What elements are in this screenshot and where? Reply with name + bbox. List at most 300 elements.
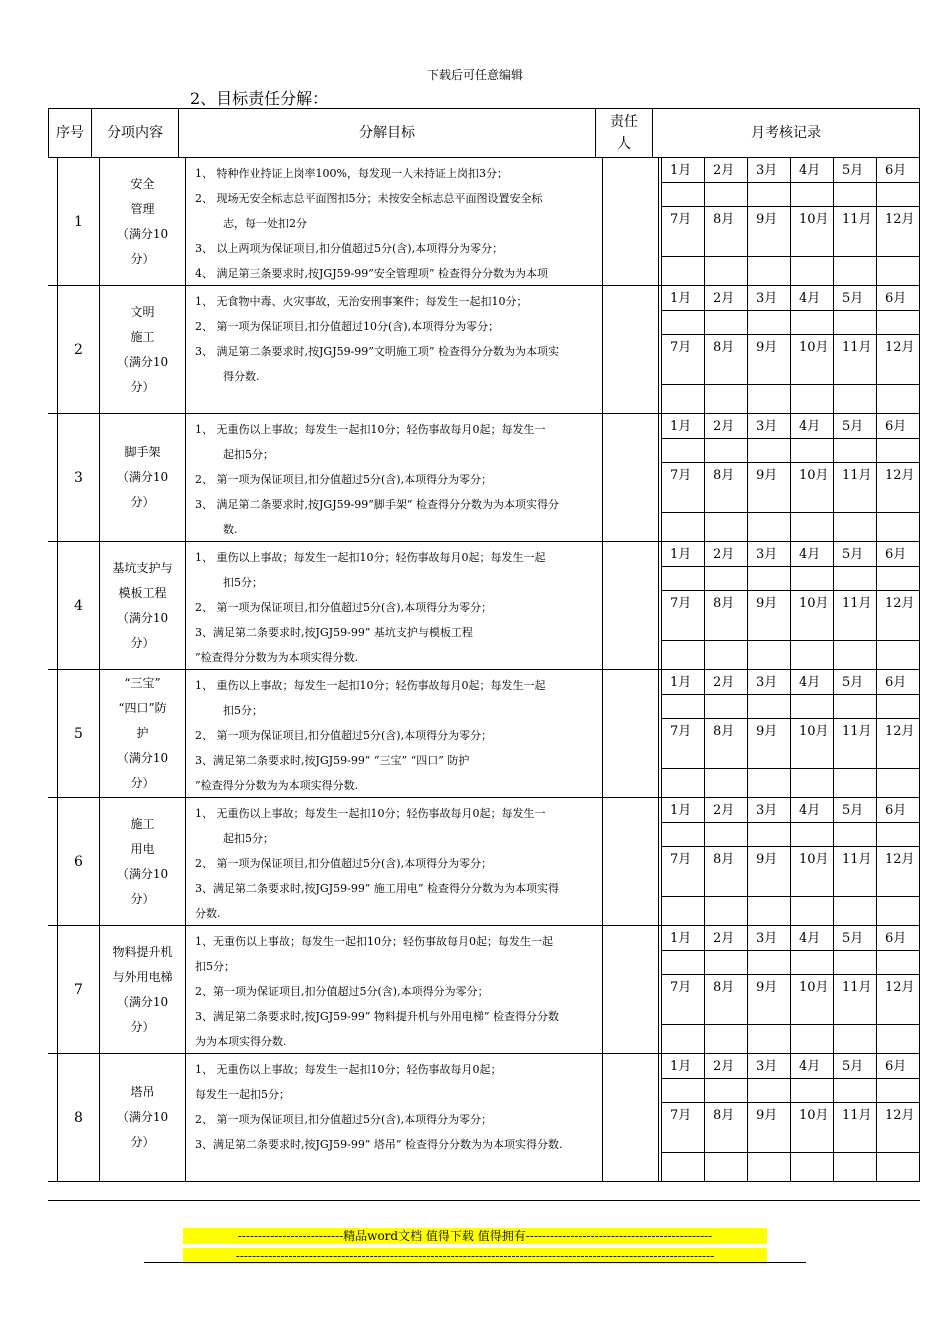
item-name-line: 物料提升机 <box>112 944 173 959</box>
goal-line: 3、满足第二条要求时,按JGJ59-99” 施工用电” 检查得分分数为为本项实得 <box>195 882 560 895</box>
month-label: 10月 <box>791 207 834 257</box>
month-score-cell[interactable] <box>834 567 877 591</box>
row-gap <box>48 798 57 925</box>
goal-line: 1、 重伤以上事故；每发生一起扣10分；轻伤事故每月0起；每发生一起 <box>195 679 546 692</box>
month-score-cell[interactable] <box>877 311 920 335</box>
goal-line: 1、 重伤以上事故；每发生一起扣10分；轻伤事故每月0起；每发生一起 <box>195 551 546 564</box>
month-score-cell[interactable] <box>705 641 748 669</box>
item-name <box>100 798 186 925</box>
col-goal: 分解目标 <box>179 109 596 157</box>
month-score-cell[interactable] <box>834 1153 877 1181</box>
row-number: 3 <box>57 414 100 541</box>
month-label: 5月 <box>834 286 877 311</box>
monthly-record <box>661 286 920 413</box>
month-grid <box>662 158 920 285</box>
item-name-line: 施工 <box>130 816 155 831</box>
month-label: 6月 <box>877 926 920 951</box>
month-label: 2月 <box>705 542 748 567</box>
item-name-line: （满分10 <box>116 1110 169 1124</box>
month-score-cell[interactable] <box>662 257 705 285</box>
month-score-cell[interactable] <box>748 1153 791 1181</box>
month-score-cell[interactable] <box>705 769 748 797</box>
month-score-cell[interactable] <box>877 769 920 797</box>
month-score-cell[interactable] <box>748 1025 791 1053</box>
month-score-cell[interactable] <box>791 183 834 207</box>
item-name-lines <box>117 671 168 796</box>
month-grid <box>662 542 920 669</box>
item-name-line: 分） <box>130 635 155 650</box>
month-label: 6月 <box>877 158 920 183</box>
month-score-cell[interactable] <box>705 385 748 413</box>
month-label: 4月 <box>791 286 834 311</box>
month-label: 9月 <box>748 1103 791 1153</box>
month-score-cell[interactable] <box>791 1079 834 1103</box>
monthly-record <box>661 414 920 541</box>
item-name-line: （满分10 <box>116 354 169 369</box>
month-label: 7月 <box>662 975 705 1025</box>
month-score-cell[interactable] <box>877 567 920 591</box>
month-score-cell[interactable] <box>662 1025 705 1053</box>
month-score-cell[interactable] <box>705 823 748 847</box>
month-score-cell[interactable] <box>834 439 877 463</box>
item-name <box>100 414 186 541</box>
row-number: 6 <box>57 798 100 925</box>
row-number: 8 <box>57 1054 100 1181</box>
month-label: 1月 <box>662 926 705 951</box>
month-label: 12月 <box>877 207 920 257</box>
item-name-line: 护 <box>136 726 149 740</box>
item-name-lines <box>117 440 168 515</box>
month-label: 8月 <box>705 1103 748 1153</box>
month-score-cell[interactable] <box>748 1079 791 1103</box>
month-label: 8月 <box>705 207 748 257</box>
month-score-cell[interactable] <box>877 1025 920 1053</box>
month-score-cell[interactable] <box>748 567 791 591</box>
month-score-cell[interactable] <box>748 311 791 335</box>
month-label: 12月 <box>877 463 920 513</box>
month-score-cell[interactable] <box>705 257 748 285</box>
responsible-person-cell[interactable] <box>603 926 659 1053</box>
month-score-cell[interactable] <box>834 695 877 719</box>
month-score-cell[interactable] <box>705 311 748 335</box>
responsible-person-cell[interactable] <box>603 798 659 925</box>
month-score-cell[interactable] <box>877 695 920 719</box>
month-score-cell[interactable] <box>748 897 791 925</box>
month-label: 6月 <box>877 542 920 567</box>
month-label: 5月 <box>834 926 877 951</box>
item-name-line: 施工 <box>130 329 155 344</box>
month-label: 9月 <box>748 591 791 641</box>
month-score-cell[interactable] <box>791 567 834 591</box>
goal-line: 3、满足第二条要求时,按JGJ59-99” “三宝” “四口” 防护 <box>195 754 470 767</box>
goal-line: 2、 现场无安全标志总平面图扣5分；未按安全标志总平面图设置安全标 <box>195 192 543 205</box>
month-score-cell[interactable] <box>791 439 834 463</box>
goal-text <box>186 1054 603 1181</box>
month-label: 8月 <box>705 463 748 513</box>
month-score-cell[interactable] <box>791 311 834 335</box>
month-score-cell[interactable] <box>834 385 877 413</box>
item-name-line: 管理 <box>130 201 155 216</box>
month-score-cell[interactable] <box>877 183 920 207</box>
item-name-line: 分） <box>130 776 155 790</box>
goal-line: 1、 无重伤以上事故；每发生一起扣10分；轻伤事故每月0起； <box>195 1063 502 1076</box>
row-gap <box>48 158 57 285</box>
month-score-cell[interactable] <box>662 951 705 975</box>
month-label: 3月 <box>748 542 791 567</box>
month-label: 8月 <box>705 719 748 769</box>
month-label: 2月 <box>705 286 748 311</box>
month-label: 10月 <box>791 335 834 385</box>
item-name-line: 基坑支护与 <box>112 560 173 575</box>
month-grid <box>662 1054 920 1181</box>
month-score-cell[interactable] <box>662 1079 705 1103</box>
month-score-cell[interactable] <box>748 951 791 975</box>
month-label: 8月 <box>705 975 748 1025</box>
item-name-line: 分） <box>130 1019 155 1034</box>
month-score-cell[interactable] <box>662 439 705 463</box>
goal-line: 2、 第一项为保证项目,扣分值超过5分(含),本项得分为零分； <box>195 601 493 614</box>
goal-line: 起扣5分； <box>223 448 274 461</box>
month-label: 1月 <box>662 1054 705 1079</box>
month-score-cell[interactable] <box>834 897 877 925</box>
goal-line: 扣5分； <box>195 960 235 973</box>
month-score-cell[interactable] <box>877 385 920 413</box>
month-score-cell[interactable] <box>791 1025 834 1053</box>
month-score-cell[interactable] <box>877 439 920 463</box>
month-label: 11月 <box>834 207 877 257</box>
month-grid <box>662 286 920 413</box>
row-gap <box>48 414 57 541</box>
month-score-cell[interactable] <box>662 385 705 413</box>
month-score-cell[interactable] <box>705 1153 748 1181</box>
item-name <box>100 670 186 797</box>
month-label: 8月 <box>705 335 748 385</box>
monthly-record <box>661 1054 920 1181</box>
section-title: 2、目标责任分解： <box>190 89 329 108</box>
month-score-cell[interactable] <box>877 1079 920 1103</box>
month-label: 11月 <box>834 591 877 641</box>
month-score-cell[interactable] <box>748 641 791 669</box>
goal-line: 2、第一项为保证项目,扣分值超过5分(含),本项得分为零分； <box>195 985 489 998</box>
goal-line: 1、 无重伤以上事故；每发生一起扣10分；轻伤事故每月0起；每发生一 <box>195 423 546 436</box>
row-gap <box>48 542 57 669</box>
month-score-cell[interactable] <box>705 897 748 925</box>
month-score-cell[interactable] <box>834 257 877 285</box>
month-score-cell[interactable] <box>705 695 748 719</box>
month-label: 10月 <box>791 847 834 897</box>
item-name-lines <box>117 1080 168 1155</box>
goal-line: 扣5分； <box>223 576 263 589</box>
goal-text <box>186 158 603 285</box>
item-name-line: （满分10 <box>116 994 169 1009</box>
month-score-cell[interactable] <box>791 1153 834 1181</box>
month-score-cell[interactable] <box>791 513 834 541</box>
month-grid <box>662 414 920 541</box>
goal-line: 2、 第一项为保证项目,扣分值超过5分(含),本项得分为零分； <box>195 729 493 742</box>
month-score-cell[interactable] <box>748 385 791 413</box>
row-gap <box>48 670 57 797</box>
responsible-person-cell[interactable] <box>603 1054 659 1181</box>
month-label: 3月 <box>748 798 791 823</box>
item-name <box>100 926 186 1053</box>
month-label: 7月 <box>662 1103 705 1153</box>
month-score-cell[interactable] <box>705 1025 748 1053</box>
month-score-cell[interactable] <box>705 1079 748 1103</box>
footer-line-1: --------------------------精品word文档 值得下载 值得拥有---------------------------------------------- <box>183 1228 767 1244</box>
goal-line: 2、 第一项为保证项目,扣分值超过5分(含),本项得分为零分； <box>195 857 493 870</box>
month-score-cell[interactable] <box>791 897 834 925</box>
month-label: 10月 <box>791 975 834 1025</box>
item-name-line: 分） <box>130 891 155 906</box>
month-label: 12月 <box>877 591 920 641</box>
month-label: 7月 <box>662 719 705 769</box>
item-name-lines <box>117 812 168 912</box>
row-gap <box>48 286 57 413</box>
month-label: 9月 <box>748 335 791 385</box>
item-name-line: 与外用电梯 <box>112 969 173 984</box>
month-score-cell[interactable] <box>834 823 877 847</box>
month-label: 3月 <box>748 286 791 311</box>
col-record: 月考核记录 <box>751 125 821 141</box>
month-label: 3月 <box>748 1054 791 1079</box>
month-label: 3月 <box>748 926 791 951</box>
month-label: 11月 <box>834 1103 877 1153</box>
footer-rule <box>144 1262 806 1263</box>
month-label: 1月 <box>662 670 705 695</box>
month-score-cell[interactable] <box>662 513 705 541</box>
row-gap <box>48 1054 57 1181</box>
item-name-line: 安全 <box>130 176 155 191</box>
month-score-cell[interactable] <box>834 1079 877 1103</box>
month-score-cell[interactable] <box>834 513 877 541</box>
month-label: 2月 <box>705 1054 748 1079</box>
responsible-person-cell[interactable] <box>603 670 659 797</box>
monthly-record <box>661 798 920 925</box>
month-grid <box>662 670 920 797</box>
goal-line: 3、满足第二条要求时,按JGJ59-99” 基坑支护与模板工程 <box>195 626 473 639</box>
month-score-cell[interactable] <box>791 769 834 797</box>
goal-line: 1、无重伤以上事故；每发生一起扣10分；轻伤事故每月0起；每发生一起 <box>195 935 553 948</box>
month-label: 9月 <box>748 975 791 1025</box>
item-name-line: “四口”防 <box>118 701 167 715</box>
month-label: 12月 <box>877 335 920 385</box>
month-score-cell[interactable] <box>748 695 791 719</box>
month-label: 10月 <box>791 1103 834 1153</box>
item-name-lines <box>112 556 172 656</box>
month-label: 10月 <box>791 719 834 769</box>
month-label: 7月 <box>662 207 705 257</box>
goal-line: 2、 第一项为保证项目,扣分值超过5分(含),本项得分为零分； <box>195 473 493 486</box>
item-name-line: 文明 <box>130 304 155 319</box>
goal-line: ”检查得分分数为为本项实得分数. <box>195 651 359 664</box>
target-table-body <box>48 158 920 1182</box>
month-label: 6月 <box>877 286 920 311</box>
responsible-person-cell[interactable] <box>603 542 659 669</box>
month-label: 4月 <box>791 542 834 567</box>
month-score-cell[interactable] <box>791 257 834 285</box>
row-number: 2 <box>57 286 100 413</box>
responsible-person-cell[interactable] <box>603 158 659 285</box>
row-gap <box>48 926 57 1053</box>
month-label: 2月 <box>705 158 748 183</box>
item-name-line: （满分10 <box>116 470 169 484</box>
item-name-line: 分） <box>130 379 155 394</box>
responsible-person-cell[interactable] <box>603 414 659 541</box>
table-row <box>48 1054 920 1182</box>
month-label: 2月 <box>705 926 748 951</box>
month-label: 5月 <box>834 1054 877 1079</box>
goal-line: 扣5分； <box>223 704 263 717</box>
month-label: 2月 <box>705 670 748 695</box>
month-score-cell[interactable] <box>662 311 705 335</box>
month-label: 3月 <box>748 414 791 439</box>
month-score-cell[interactable] <box>877 823 920 847</box>
month-label: 6月 <box>877 670 920 695</box>
month-score-cell[interactable] <box>791 823 834 847</box>
month-grid <box>662 798 920 925</box>
month-label: 6月 <box>877 414 920 439</box>
month-score-cell[interactable] <box>705 183 748 207</box>
month-score-cell[interactable] <box>877 257 920 285</box>
goal-line: 2、 第一项为保证项目,扣分值超过10分(含),本项得分为零分； <box>195 320 500 333</box>
goal-text <box>186 926 603 1053</box>
month-label: 11月 <box>834 847 877 897</box>
month-score-cell[interactable] <box>791 385 834 413</box>
month-label: 1月 <box>662 414 705 439</box>
month-grid <box>662 926 920 1053</box>
month-label: 4月 <box>791 926 834 951</box>
goal-text <box>186 286 603 413</box>
month-label: 4月 <box>791 670 834 695</box>
month-score-cell[interactable] <box>834 183 877 207</box>
month-score-cell[interactable] <box>748 769 791 797</box>
month-label: 9月 <box>748 847 791 897</box>
item-name-line: 用电 <box>130 841 155 856</box>
month-label: 1月 <box>662 286 705 311</box>
month-score-cell[interactable] <box>791 641 834 669</box>
goal-text <box>186 414 603 541</box>
month-score-cell[interactable] <box>662 769 705 797</box>
month-score-cell[interactable] <box>834 769 877 797</box>
month-label: 7月 <box>662 591 705 641</box>
month-label: 11月 <box>834 719 877 769</box>
month-label: 8月 <box>705 591 748 641</box>
month-score-cell[interactable] <box>705 439 748 463</box>
item-name-lines <box>117 172 168 272</box>
month-label: 7月 <box>662 847 705 897</box>
month-label: 12月 <box>877 1103 920 1153</box>
month-score-cell[interactable] <box>662 695 705 719</box>
month-score-cell[interactable] <box>662 1153 705 1181</box>
month-score-cell[interactable] <box>662 897 705 925</box>
month-score-cell[interactable] <box>877 951 920 975</box>
month-label: 5月 <box>834 542 877 567</box>
item-name <box>100 158 186 285</box>
table-bottom-line <box>48 1200 920 1201</box>
month-score-cell[interactable] <box>834 311 877 335</box>
item-name-line: 塔吊 <box>130 1085 155 1099</box>
month-score-cell[interactable] <box>877 641 920 669</box>
month-label: 1月 <box>662 158 705 183</box>
month-score-cell[interactable] <box>748 257 791 285</box>
item-name-line: 模板工程 <box>118 585 167 600</box>
responsible-person-cell[interactable] <box>603 286 659 413</box>
goal-line: 分数. <box>195 907 221 920</box>
table-row <box>48 670 920 798</box>
month-score-cell[interactable] <box>748 183 791 207</box>
month-label: 10月 <box>791 463 834 513</box>
month-score-cell[interactable] <box>662 183 705 207</box>
item-name-lines <box>112 940 172 1040</box>
month-score-cell[interactable] <box>662 823 705 847</box>
month-label: 11月 <box>834 975 877 1025</box>
goal-line: 志，每一处扣2分 <box>223 217 307 230</box>
item-name <box>100 1054 186 1181</box>
month-score-cell[interactable] <box>748 823 791 847</box>
goal-text <box>186 670 603 797</box>
month-label: 9月 <box>748 207 791 257</box>
month-score-cell[interactable] <box>705 513 748 541</box>
item-name-line: （满分10 <box>116 610 169 625</box>
month-score-cell[interactable] <box>791 695 834 719</box>
goal-line: 1、 特种作业持证上岗率100%，每发现一人未持证上岗扣3分； <box>195 167 508 180</box>
item-name-line: （满分10 <box>116 751 169 765</box>
monthly-record <box>661 926 920 1053</box>
row-number: 7 <box>57 926 100 1053</box>
month-label: 5月 <box>834 670 877 695</box>
item-name-line: （满分10 <box>116 866 169 881</box>
month-score-cell[interactable] <box>834 1025 877 1053</box>
month-label: 8月 <box>705 847 748 897</box>
goal-text <box>186 542 603 669</box>
month-score-cell[interactable] <box>877 897 920 925</box>
item-name-line: （满分10 <box>116 226 169 241</box>
month-label: 4月 <box>791 1054 834 1079</box>
month-score-cell[interactable] <box>877 513 920 541</box>
month-score-cell[interactable] <box>834 951 877 975</box>
goal-line: 数. <box>223 523 238 536</box>
row-number: 5 <box>57 670 100 797</box>
goal-line: 3、满足第二条要求时,按JGJ59-99” 塔吊” 检查得分分数为为本项实得分数. <box>195 1138 563 1151</box>
month-score-cell[interactable] <box>662 567 705 591</box>
monthly-record <box>661 542 920 669</box>
month-score-cell[interactable] <box>705 951 748 975</box>
page-header: 下载后可任意编辑 <box>426 68 523 82</box>
footer-line-2: ---------------------------------------------------------------------------------------------------------------------- <box>183 1248 767 1264</box>
month-label: 11月 <box>834 463 877 513</box>
goal-line: ”检查得分分数为为本项实得分数. <box>195 779 359 792</box>
month-label: 11月 <box>834 335 877 385</box>
month-label: 7月 <box>662 335 705 385</box>
month-score-cell[interactable] <box>834 641 877 669</box>
item-name-lines <box>117 300 168 400</box>
month-score-cell[interactable] <box>748 513 791 541</box>
month-label: 9月 <box>748 463 791 513</box>
item-name-line: 分） <box>130 251 155 266</box>
goal-line: 3、 以上两项为保证项目,扣分值超过5分(含),本项得分为零分； <box>195 242 504 255</box>
month-score-cell[interactable] <box>705 567 748 591</box>
goal-line: 起扣5分； <box>223 832 274 845</box>
month-score-cell[interactable] <box>748 439 791 463</box>
month-label: 1月 <box>662 798 705 823</box>
month-score-cell[interactable] <box>662 641 705 669</box>
goal-line: 每发生一起扣5分； <box>195 1088 290 1101</box>
col-seq: 序号 <box>49 109 92 157</box>
month-score-cell[interactable] <box>791 951 834 975</box>
month-score-cell[interactable] <box>877 1153 920 1181</box>
item-name-line: 脚手架 <box>124 445 161 459</box>
table-row <box>48 158 920 286</box>
